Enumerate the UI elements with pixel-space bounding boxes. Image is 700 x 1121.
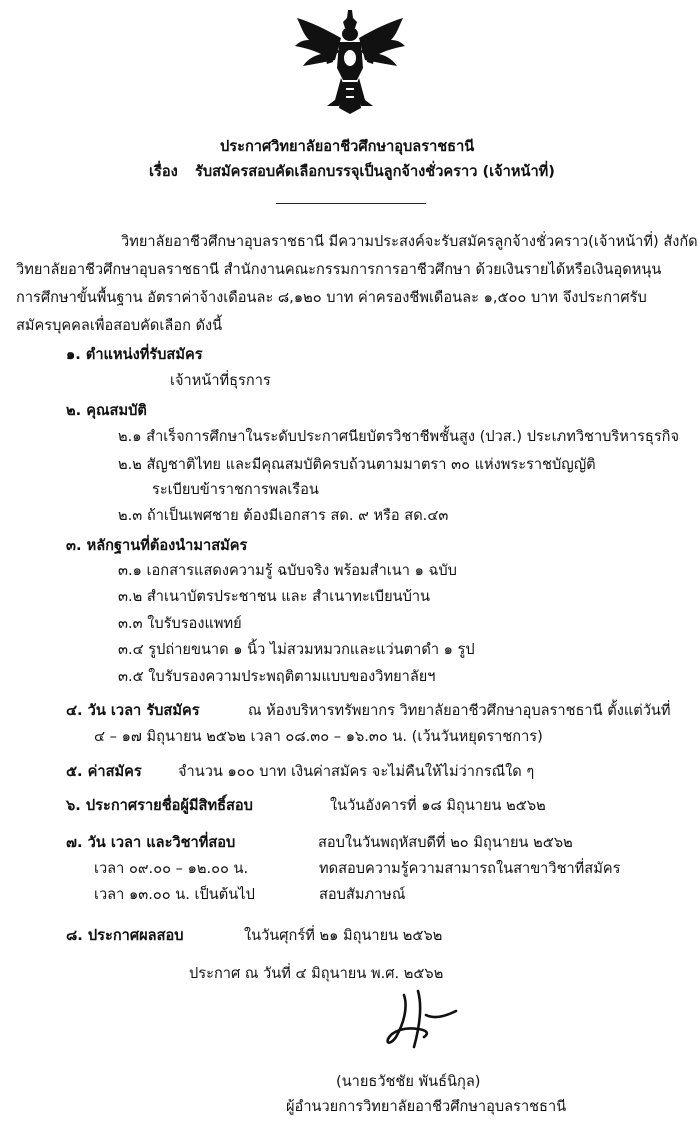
section-5-heading: ๕. ค่าสมัคร bbox=[66, 763, 142, 780]
section-1-position: เจ้าหน้าที่ธุรการ bbox=[170, 372, 271, 389]
document-title: ประกาศวิทยาลัยอาชีวศึกษาอุบลราชธานี bbox=[220, 138, 475, 155]
section-8-text: ในวันศุกร์ที่ ๒๑ มิถุนายน ๒๕๖๒ bbox=[244, 927, 443, 944]
section-4-dates: ๔ – ๑๗ มิถุนายน ๒๕๖๒ เวลา ๐๘.๓๐ – ๑๖.๓๐ น. (เว้นวันหยุดราชการ) bbox=[94, 728, 543, 745]
section-4-text: ณ ห้องบริหารทรัพยากร วิทยาลัยอาชีวศึกษาอุบลราชธานี ตั้งแต่วันที่ bbox=[248, 702, 671, 719]
announce-date: ประกาศ ณ วันที่ ๔ มิถุนายน พ.ศ. ๒๕๖๒ bbox=[189, 965, 444, 982]
section-2-item-3: ๒.๓ ถ้าเป็นเพศชาย ต้องมีเอกสาร สด. ๙ หรือ สด.๔๓ bbox=[118, 507, 449, 524]
section-4-heading: ๔. วัน เวลา รับสมัคร bbox=[66, 702, 200, 719]
section-2-heading: ๒. คุณสมบัติ bbox=[66, 402, 147, 419]
title-divider bbox=[276, 203, 426, 204]
section-6-text: ในวันอังคารที่ ๑๘ มิถุนายน ๒๕๖๒ bbox=[330, 797, 546, 814]
signer-title: ผู้อำนวยการวิทยาลัยอาชีวศึกษาอุบลราชธานี bbox=[286, 1098, 567, 1115]
section-7-time-2: เวลา ๑๓.๐๐ น. เป็นต้นไป bbox=[94, 886, 255, 903]
intro-line-2: วิทยาลัยอาชีวศึกษาอุบลราชธานี สำนักงานคณะกรรมการการอาชีวศึกษา ด้วยเงินรายได้หรือเงินอุดหนุน bbox=[16, 261, 662, 278]
section-3-item-2: ๓.๒ สำเนาบัตรประชาชน และ สำเนาทะเบียนบ้าน bbox=[118, 588, 431, 605]
section-3-item-1: ๓.๑ เอกสารแสดงความรู้ ฉบับจริง พร้อมสำเนา ๑ ฉบับ bbox=[118, 562, 457, 579]
section-5-text: จำนวน ๑๐๐ บาท เงินค่าสมัคร จะไม่คืนให้ไม่ว่ากรณีใด ๆ bbox=[178, 763, 535, 780]
section-7-desc-1: ทดสอบความรู้ความสามารถในสาขาวิชาที่สมัคร bbox=[319, 860, 621, 877]
section-3-item-4: ๓.๔ รูปถ่ายขนาด ๑ นิ้ว ไม่สวมหมวกและแว่นตาดำ ๑ รูป bbox=[118, 641, 475, 658]
section-7-desc-2: สอบสัมภาษณ์ bbox=[319, 886, 406, 903]
section-2-item-2-cont: ระเบียบข้าราชการพลเรือน bbox=[152, 481, 319, 498]
section-3-heading: ๓. หลักฐานที่ต้องนำมาสมัคร bbox=[66, 537, 248, 554]
garuda-emblem bbox=[291, 8, 409, 118]
intro-line-1: วิทยาลัยอาชีวศึกษาอุบลราชธานี มีความประสงค์จะรับสมัครลูกจ้างชั่วคราว(เจ้าหน้าที่) สังกัด bbox=[121, 233, 698, 250]
subject-label: เรื่อง bbox=[149, 163, 178, 180]
intro-line-3: การศึกษาขั้นพื้นฐาน อัตราค่าจ้างเดือนละ ๘,๑๒๐ บาท ค่าครองชีพเดือนละ ๑,๕๐๐ บาท จึงประกาศรับ bbox=[16, 289, 647, 306]
signature bbox=[374, 985, 464, 1055]
section-7-text: สอบในวันพฤหัสบดีที่ ๒๐ มิถุนายน ๒๕๖๒ bbox=[318, 834, 573, 851]
section-6-heading: ๖. ประกาศรายชื่อผู้มีสิทธิ์สอบ bbox=[66, 797, 253, 814]
section-2-item-1: ๒.๑ สำเร็จการศึกษาในระดับประกาศนียบัตรวิชาชีพชั้นสูง (ปวส.) ประเภทวิชาบริหารธุรกิจ bbox=[118, 428, 680, 445]
section-8-heading: ๘. ประกาศผลสอบ bbox=[66, 927, 184, 944]
section-1-heading: ๑. ตำแหน่งที่รับสมัคร bbox=[66, 346, 203, 363]
section-7-time-1: เวลา ๐๙.๐๐ – ๑๒.๐๐ น. bbox=[94, 860, 249, 877]
section-2-item-2: ๒.๒ สัญชาติไทย และมีคุณสมบัติครบถ้วนตามมาตรา ๓๐ แห่งพระราชบัญญัติ bbox=[118, 456, 596, 473]
section-7-heading: ๗. วัน เวลา และวิชาที่สอบ bbox=[66, 834, 236, 851]
section-3-item-5: ๓.๕ ใบรับรองความประพฤติตามแบบของวิทยาลัยฯ bbox=[118, 668, 436, 685]
intro-line-4: สมัครบุคคลเพื่อสอบคัดเลือก ดังนี้ bbox=[16, 317, 223, 334]
signer-name: (นายธวัชชัย พันธ์นิกุล) bbox=[336, 1073, 481, 1090]
section-3-item-3: ๓.๓ ใบรับรองแพทย์ bbox=[118, 615, 242, 632]
subject-text: รับสมัครสอบคัดเลือกบรรจุเป็นลูกจ้างชั่วคราว (เจ้าหน้าที่) bbox=[195, 163, 555, 180]
